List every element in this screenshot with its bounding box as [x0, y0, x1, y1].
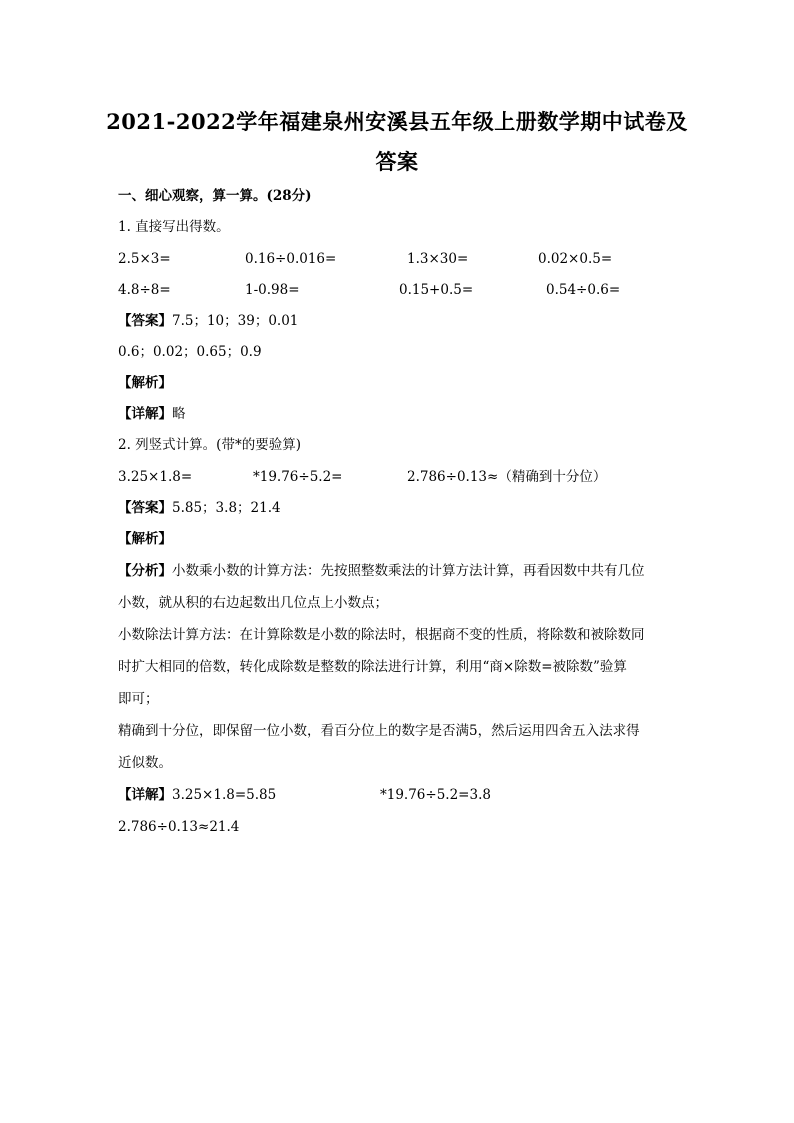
- q2-problem: 2.786÷0.13≈（精确到十分位）: [407, 469, 607, 485]
- q2-answer: [118, 499, 281, 517]
- q2-analysis-tag: 【解析】: [118, 531, 172, 547]
- q1-problem: 0.02×0.5=: [538, 251, 613, 267]
- analysis-text: 小数乘小数的计算方法：先按照整数乘法的计算方法计算，再看因数中共有几位: [172, 563, 645, 579]
- q1-problem: 1-0.98=: [245, 282, 300, 298]
- answer-values: 5.85；3.8；21.4: [172, 500, 281, 516]
- detail-result: 3.25×1.8=5.85: [172, 787, 277, 803]
- detail-tag: 【详解】: [118, 406, 172, 422]
- q2-analysis-line: 时扩大相同的倍数，转化成除数是整数的除法进行计算，利用“商×除数=被除数”验算: [118, 659, 627, 675]
- fenxi-tag: 【分析】: [118, 563, 172, 579]
- document-title-line-1: 2021-2022学年福建泉州安溪县五年级上册数学期中试卷及: [106, 109, 688, 134]
- q1-detail: [118, 405, 186, 423]
- document-title-line-2: 答案: [375, 149, 419, 174]
- answer-tag: 【答案】: [118, 313, 172, 329]
- section-heading: 一、细心观察，算一算。(28分): [118, 188, 312, 204]
- q1-analysis-tag: 【解析】: [118, 375, 172, 391]
- q1-problem: 0.54÷0.6=: [546, 282, 621, 298]
- q2-problem: 3.25×1.8=: [118, 469, 193, 485]
- q2-analysis-line: 小数，就从积的右边起数出几位点上小数点；: [118, 595, 388, 611]
- q1-problem: 1.3×30=: [407, 251, 469, 267]
- q2-analysis-line: 近似数。: [118, 755, 172, 771]
- q1-answer-continued: 0.6；0.02；0.65；0.9: [118, 344, 262, 360]
- q1-problem: 0.15+0.5=: [399, 282, 474, 298]
- question-2-prompt: 2. 列竖式计算。(带*的要验算): [118, 437, 301, 453]
- q2-analysis-line: [118, 562, 645, 580]
- q1-problem: 0.16÷0.016=: [245, 251, 337, 267]
- answer-tag: 【答案】: [118, 500, 172, 516]
- detail-text: 略: [172, 406, 186, 422]
- q1-answer: [118, 312, 298, 330]
- answer-values: 7.5；10；39；0.01: [172, 313, 299, 329]
- detail-tag: 【详解】: [118, 787, 172, 803]
- q1-problem: 4.8÷8=: [118, 282, 171, 298]
- q2-detail: [118, 786, 276, 804]
- detail-result: 2.786÷0.13≈21.4: [118, 819, 240, 835]
- q2-analysis-line: 小数除法计算方法：在计算除数是小数的除法时，根据商不变的性质，将除数和被除数同: [118, 627, 645, 643]
- q2-analysis-line: 即可；: [118, 691, 159, 707]
- q2-problem: *19.76÷5.2=: [253, 469, 343, 485]
- q2-analysis-line: 精确到十分位，即保留一位小数，看百分位上的数字是否满5，然后运用四舍五入法求得: [118, 723, 640, 739]
- question-1-prompt: 1. 直接写出得数。: [118, 219, 230, 235]
- detail-result: *19.76÷5.2=3.8: [380, 787, 491, 803]
- q1-problem: 2.5×3=: [118, 251, 171, 267]
